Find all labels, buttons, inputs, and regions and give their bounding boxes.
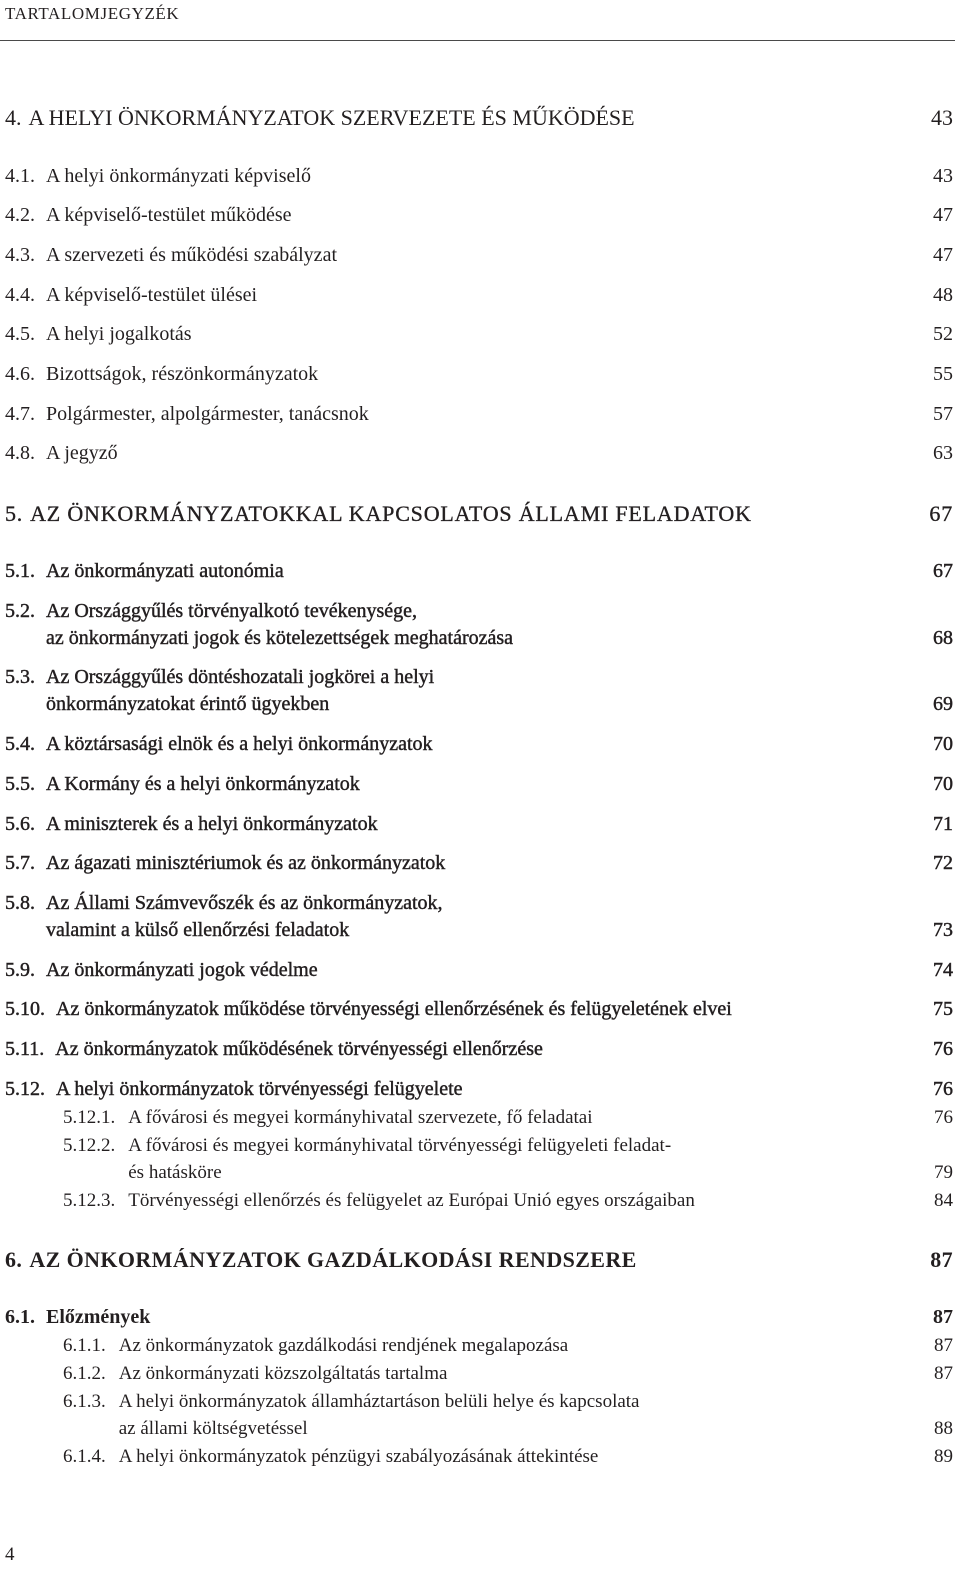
toc-entry bbox=[5, 957, 953, 984]
toc-entry-number: 5.5. bbox=[5, 772, 35, 795]
toc-entry bbox=[5, 890, 953, 944]
page-number: 4 bbox=[5, 1544, 15, 1565]
toc-entry-title bbox=[56, 996, 732, 1023]
toc-page-number: 47 bbox=[933, 243, 953, 266]
toc-page-number: 73 bbox=[933, 918, 953, 941]
toc-page-number: 74 bbox=[933, 958, 953, 981]
title-line: A fővárosi és megyei kormányhivatal szervezete, fő feladatai bbox=[128, 1106, 593, 1128]
toc-page-number: 70 bbox=[933, 733, 953, 756]
toc-entry-number: 5.12. bbox=[5, 1077, 45, 1100]
chapter-heading bbox=[5, 1245, 953, 1275]
toc-page-number: 48 bbox=[933, 283, 953, 306]
toc-page-number: 76 bbox=[933, 1077, 953, 1100]
title-line: Az önkormányzatok működése törvényességi ellenőrzésének és felügyeletének elvei bbox=[56, 998, 732, 1021]
toc-subentry-number: 5.12.1. bbox=[63, 1106, 116, 1128]
toc-entry-number: 4.5. bbox=[5, 323, 35, 346]
toc-entry-title bbox=[46, 598, 513, 652]
title-line: az önkormányzati jogok és kötelezettségek meghatározása bbox=[46, 626, 514, 649]
toc-entry-title bbox=[46, 202, 292, 229]
toc-subentry-number: 6.1.2. bbox=[63, 1363, 106, 1385]
title-line: A helyi önkormányzati képviselő bbox=[46, 164, 311, 187]
toc-page-number: 76 bbox=[934, 1106, 953, 1128]
toc-entry bbox=[5, 811, 953, 838]
title-line: A képviselő-testület működése bbox=[46, 204, 292, 227]
toc-entry-number: 5.4. bbox=[5, 733, 35, 756]
toc-subentry-title bbox=[128, 1104, 592, 1131]
toc-entry-title bbox=[46, 242, 337, 269]
toc-entry bbox=[5, 996, 953, 1023]
toc-entry-list bbox=[5, 163, 953, 468]
title-line: Az Országgyűlés döntéshozatali jogkörei a helyi bbox=[46, 666, 435, 689]
toc-entry-number: 5.11. bbox=[5, 1037, 45, 1060]
toc-entry-title bbox=[46, 731, 433, 758]
toc-subentry-title bbox=[128, 1132, 671, 1186]
title-line: Az önkormányzati közszolgáltatás tartalma bbox=[118, 1363, 448, 1385]
title-line: A Kormány és a helyi önkormányzatok bbox=[46, 772, 360, 795]
toc-page-number: 55 bbox=[933, 362, 953, 385]
toc-page-number: 76 bbox=[933, 1037, 953, 1060]
title-line: A fővárosi és megyei kormányhivatal törvényességi felügyeleti feladat- bbox=[128, 1134, 672, 1156]
toc-entry-title bbox=[46, 401, 369, 428]
toc-entry-number: 5.3. bbox=[5, 666, 35, 689]
toc-subentry bbox=[5, 1360, 953, 1387]
toc-entry-number: 5.6. bbox=[5, 812, 35, 835]
toc-entry-number: 5.8. bbox=[5, 891, 35, 914]
toc-entry-title bbox=[55, 1036, 543, 1063]
toc-entry-number: 5.1. bbox=[5, 560, 35, 583]
toc-entry-title bbox=[46, 163, 311, 190]
toc-page-number: 71 bbox=[933, 812, 953, 835]
title-line: A köztársasági elnök és a helyi önkormányzatok bbox=[46, 733, 433, 756]
title-line: az állami költségvetéssel bbox=[118, 1418, 308, 1440]
toc-page-number: 43 bbox=[933, 164, 953, 187]
toc-entry-number: 4.4. bbox=[5, 283, 35, 306]
toc-entry-number: 5.9. bbox=[5, 958, 35, 981]
title-line: A helyi jogalkotás bbox=[46, 323, 192, 346]
title-line: Törvényességi ellenőrzés és felügyelet az Európai Unió egyes országaiban bbox=[128, 1189, 695, 1211]
toc-page-number: 47 bbox=[933, 204, 953, 227]
chapter-heading bbox=[5, 103, 953, 133]
toc-entry bbox=[5, 1036, 953, 1063]
toc-page-number: 79 bbox=[934, 1161, 953, 1183]
toc-subentry bbox=[5, 1388, 953, 1442]
toc-page-number: 67 bbox=[929, 500, 953, 526]
chapter-number: 4. bbox=[5, 105, 22, 130]
chapter-number: 6. bbox=[5, 1246, 23, 1272]
chapter-heading bbox=[5, 499, 953, 529]
toc-entry bbox=[5, 598, 953, 652]
toc-entry-title bbox=[56, 1076, 463, 1103]
toc-entry-title bbox=[46, 1304, 150, 1331]
toc-entry-title bbox=[46, 440, 118, 467]
toc-subentry-number: 5.12.2. bbox=[63, 1134, 116, 1156]
title-line: Az önkormányzatok gazdálkodási rendjének megalapozása bbox=[118, 1335, 569, 1357]
toc-subentry bbox=[5, 1104, 953, 1131]
toc-subentry bbox=[5, 1332, 953, 1359]
toc-page-number: 89 bbox=[934, 1446, 953, 1468]
title-line: Az ágazati minisztériumok és az önkormányzatok bbox=[46, 852, 446, 875]
title-line: A szervezeti és működési szabályzat bbox=[46, 243, 337, 266]
toc-subentry-title bbox=[119, 1443, 599, 1470]
toc-subentry-number: 6.1.4. bbox=[63, 1446, 106, 1468]
toc-entry-title bbox=[46, 361, 318, 388]
toc-entry bbox=[5, 1304, 953, 1331]
toc-entry-list bbox=[5, 558, 953, 1214]
toc-page-number: 87 bbox=[933, 1306, 953, 1329]
title-line: valamint a külső ellenőrzési feladatok bbox=[46, 918, 350, 941]
toc-entry-number: 4.7. bbox=[5, 402, 35, 425]
title-line: Az Állami Számvevőszék és az önkormányzatok, bbox=[46, 891, 443, 914]
title-line: A miniszterek és a helyi önkormányzatok bbox=[46, 812, 378, 835]
toc-entry bbox=[5, 321, 953, 348]
title-line: és hatásköre bbox=[128, 1161, 222, 1183]
toc-entry bbox=[5, 242, 953, 269]
toc-page-number: 88 bbox=[934, 1418, 953, 1440]
title-line: A helyi önkormányzatok államháztartáson belüli helye és kapcsolata bbox=[118, 1391, 640, 1413]
title-line: A helyi önkormányzatok törvényességi felügyelete bbox=[56, 1077, 463, 1100]
toc-entry-title bbox=[46, 890, 443, 944]
toc-subentry-title bbox=[119, 1332, 568, 1359]
toc-entry-title bbox=[46, 850, 445, 877]
toc-entry-title bbox=[46, 957, 318, 984]
title-line: Az önkormányzatok működésének törvényességi ellenőrzése bbox=[55, 1037, 543, 1060]
toc-entry bbox=[5, 163, 953, 190]
title-line: A jegyző bbox=[46, 442, 118, 465]
toc-entry-number: 4.8. bbox=[5, 442, 35, 465]
chapter-title: AZ ÖNKORMÁNYZATOKKAL KAPCSOLATOS ÁLLAMI FELADATOK bbox=[30, 500, 752, 526]
toc-entry-number: 5.2. bbox=[5, 599, 35, 622]
toc-entry bbox=[5, 401, 953, 428]
toc-subentry-title bbox=[119, 1360, 448, 1387]
toc-entry-title bbox=[46, 558, 284, 585]
toc-entry bbox=[5, 282, 953, 309]
toc-entry-title bbox=[46, 811, 378, 838]
toc-page-number: 72 bbox=[933, 852, 953, 875]
title-line: Bizottságok, részönkormányzatok bbox=[46, 362, 319, 385]
toc-subentry-number: 6.1.1. bbox=[63, 1335, 106, 1357]
chapter-5 bbox=[5, 499, 953, 1214]
title-line: Polgármester, alpolgármester, tanácsnok bbox=[46, 402, 369, 425]
toc-entry-title bbox=[46, 664, 434, 718]
chapter-title: AZ ÖNKORMÁNYZATOK GAZDÁLKODÁSI RENDSZERE bbox=[29, 1246, 637, 1272]
title-line: Az önkormányzati jogok védelme bbox=[46, 958, 318, 981]
toc-subentry-number: 5.12.3. bbox=[63, 1189, 116, 1211]
toc-subentry bbox=[5, 1443, 953, 1470]
toc-page-number: 84 bbox=[934, 1189, 953, 1211]
toc-entry bbox=[5, 664, 953, 718]
title-line: A helyi önkormányzatok pénzügyi szabályozásának áttekintése bbox=[118, 1446, 599, 1468]
toc-subentry-number: 6.1.3. bbox=[63, 1391, 106, 1413]
toc-entry bbox=[5, 1076, 953, 1103]
toc-entry-number: 4.1. bbox=[5, 164, 35, 187]
toc-subentry bbox=[5, 1187, 953, 1214]
toc-entry bbox=[5, 440, 953, 467]
toc-entry-list bbox=[5, 1304, 953, 1470]
table-of-contents bbox=[5, 103, 953, 1470]
running-head: TARTALOMJEGYZÉK bbox=[5, 4, 180, 23]
toc-page-number: 75 bbox=[933, 998, 953, 1021]
toc-entry-title bbox=[46, 282, 257, 309]
title-line: A képviselő-testület ülései bbox=[46, 283, 258, 306]
toc-entry-number: 4.3. bbox=[5, 243, 35, 266]
toc-subentry-title bbox=[128, 1187, 695, 1214]
toc-page-number: 69 bbox=[933, 693, 953, 716]
toc-entry-number: 5.7. bbox=[5, 852, 35, 875]
header-rule bbox=[0, 40, 955, 41]
toc-page-number: 43 bbox=[931, 105, 953, 130]
toc-page-number: 57 bbox=[933, 402, 953, 425]
toc-entry bbox=[5, 202, 953, 229]
toc-entry bbox=[5, 558, 953, 585]
chapter-4 bbox=[5, 103, 953, 467]
chapter-6 bbox=[5, 1245, 953, 1471]
toc-entry bbox=[5, 731, 953, 758]
toc-entry-number: 5.10. bbox=[5, 998, 45, 1021]
toc-entry-title bbox=[46, 321, 192, 348]
toc-entry-number: 4.2. bbox=[5, 204, 35, 227]
toc-entry-number: 4.6. bbox=[5, 362, 35, 385]
title-line: önkormányzatokat érintő ügyekben bbox=[46, 693, 330, 716]
toc-page-number: 68 bbox=[933, 626, 953, 649]
title-line: Az önkormányzati autonómia bbox=[46, 560, 284, 583]
title-line: Az Országgyűlés törvényalkotó tevékenysége, bbox=[46, 599, 417, 622]
toc-page-number: 87 bbox=[930, 1246, 953, 1272]
chapter-number: 5. bbox=[5, 500, 24, 526]
toc-page-number: 63 bbox=[933, 442, 953, 465]
toc-entry-title bbox=[46, 771, 360, 798]
toc-page-number: 67 bbox=[933, 560, 953, 583]
title-line: Előzmények bbox=[46, 1306, 151, 1329]
toc-page-number: 87 bbox=[934, 1363, 953, 1385]
toc-page-number: 70 bbox=[933, 772, 953, 795]
toc-page-number: 87 bbox=[934, 1335, 953, 1357]
toc-entry bbox=[5, 361, 953, 388]
toc-entry bbox=[5, 771, 953, 798]
toc-subentry bbox=[5, 1132, 953, 1186]
toc-page-number: 52 bbox=[933, 323, 953, 346]
toc-entry bbox=[5, 850, 953, 877]
toc-subentry-title bbox=[119, 1388, 640, 1442]
chapter-title: A HELYI ÖNKORMÁNYZATOK SZERVEZETE ÉS MŰKÖDÉSE bbox=[28, 105, 635, 130]
toc-entry-number: 6.1. bbox=[5, 1306, 35, 1329]
